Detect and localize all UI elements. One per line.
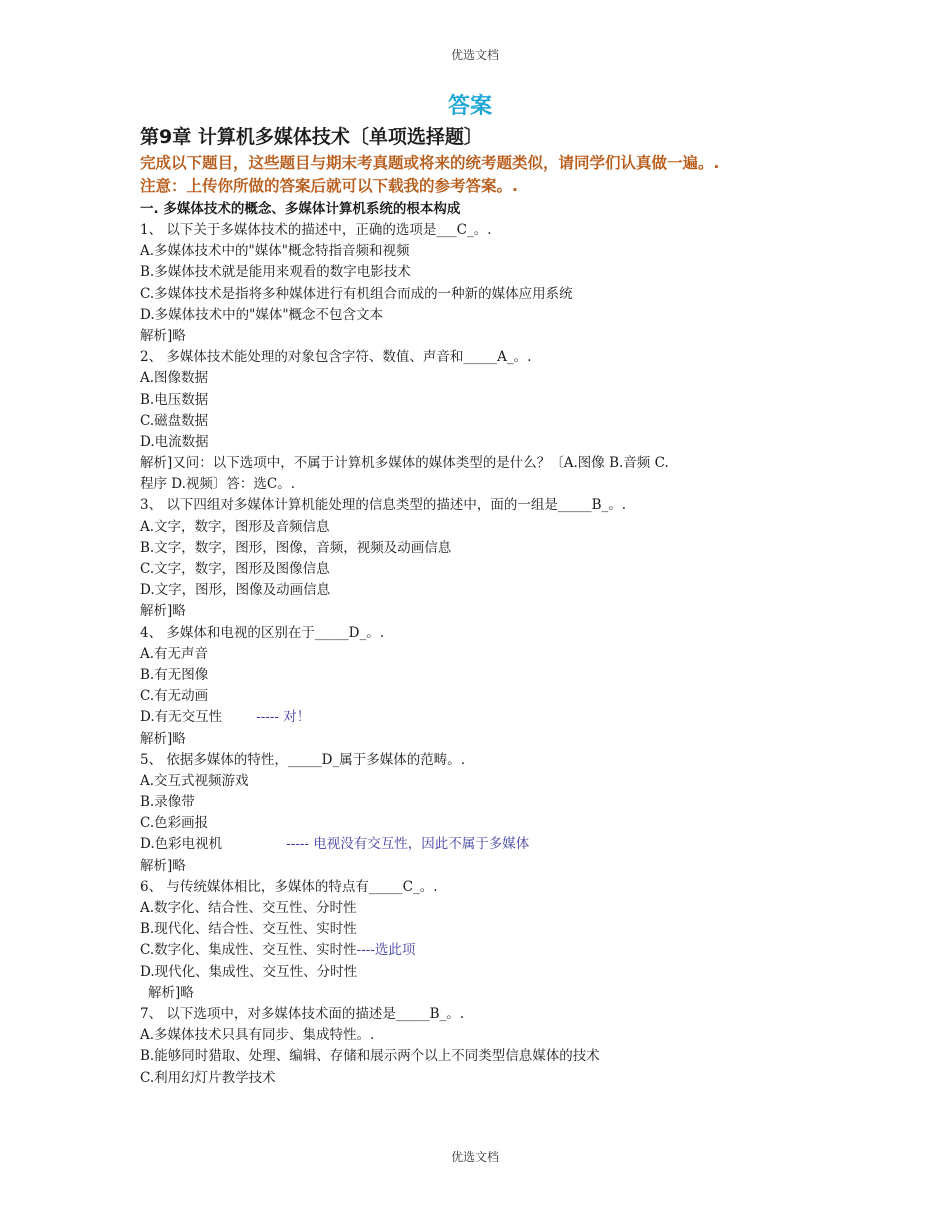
question-6-answer-note: ----选此项	[356, 942, 416, 959]
question-5-option-d-row	[140, 834, 840, 855]
question-2-stem: 2、 多媒体技术能处理的对象包含字符、数值、声音和_____A_。.	[140, 349, 532, 366]
question-3-explanation: 解析]略	[140, 603, 186, 620]
question-4-stem: 4、 多媒体和电视的区别在于_____D_。.	[140, 624, 384, 641]
question-4-option-d-row	[140, 707, 840, 728]
question-6-option-c-row	[140, 940, 840, 961]
question-3-option-b: B.文字，数字，图形，图像，音频，视频及动画信息	[140, 539, 452, 556]
question-6-option-a: A.数字化、结合性、交互性、分时性	[140, 900, 357, 916]
question-6-stem: 6、 与传统媒体相比，多媒体的特点有_____C_。.	[140, 878, 438, 895]
question-1-option-d: D.多媒体技术中的"媒体"概念不包含文本	[140, 306, 384, 323]
question-2-option-d: D.电流数据	[140, 433, 209, 450]
question-4-option-c: C.有无动画	[140, 688, 209, 705]
chapter-title: 第9章 计算机多媒体技术〔单项选择题〕	[140, 126, 483, 148]
question-3-stem: 3、 以下四组对多媒体计算机能处理的信息类型的描述中，面的一组是_____B_。.	[140, 497, 627, 514]
instruction-note: 完成以下题目，这些题目与期末考真题或将来的统考题类似，请同学们认真做一遍。.	[140, 154, 720, 172]
question-2-explanation-line-2: 程序 D.视频〕答：选C。.	[140, 476, 296, 493]
question-4-option-a: A.有无声音	[140, 645, 209, 662]
answer-title: 答案	[447, 94, 492, 119]
question-5-option-c: C.色彩画报	[140, 815, 209, 832]
page-footer: 优选文档	[450, 1150, 499, 1164]
question-3-option-c: C.文字，数字，图形及图像信息	[140, 561, 330, 577]
question-5-option-a: A.交互式视频游戏	[140, 772, 249, 789]
question-3-option-d: D.文字，图形，图像及动画信息	[140, 582, 331, 599]
question-6-explanation: 解析]略	[148, 984, 194, 1001]
question-7-option-c: C.利用幻灯片教学技术	[140, 1069, 276, 1086]
question-4-option-d: D.有无交互性	[140, 709, 223, 726]
question-2-explanation-line-1: 解析]又问：以下选项中，不属于计算机多媒体的媒体类型的是什么？〔A.图像 B.音频 C.	[140, 455, 669, 472]
question-1-stem: 1、 以下关于多媒体技术的描述中，正确的选项是___C_。.	[140, 222, 492, 238]
question-2-option-c: C.磁盘数据	[140, 412, 209, 429]
question-1-option-b: B.多媒体技术就是能用来观看的数字电影技术	[140, 264, 411, 281]
question-5-answer-note: ----- 电视没有交互性，因此不属于多媒体	[286, 836, 530, 853]
question-7-stem: 7、 以下选项中，对多媒体技术面的描述是_____B_。.	[140, 1005, 465, 1022]
question-6-option-d: D.现代化、集成性、交互性、分时性	[140, 963, 358, 980]
question-4-explanation: 解析]略	[140, 730, 186, 747]
question-1-option-a: A.多媒体技术中的"媒体"概念特指音频和视频	[140, 243, 410, 260]
question-5-explanation: 解析]略	[140, 857, 186, 874]
question-1-explanation: 解析]略	[140, 327, 186, 344]
question-7-option-a: A.多媒体技术只具有同步、集成特性。.	[140, 1027, 375, 1044]
question-5-stem: 5、 依据多媒体的特性，_____D_属于多媒体的范畴。.	[140, 751, 465, 768]
section-heading: 一. 多媒体技术的概念、多媒体计算机系统的根本构成	[140, 201, 461, 217]
document-body	[140, 92, 840, 1089]
question-4-option-b: B.有无图像	[140, 666, 209, 683]
question-5-option-d: D.色彩电视机	[140, 836, 223, 853]
page-header: 优选文档	[450, 48, 499, 62]
question-1-option-c: C.多媒体技术是指将多种媒体进行有机组合而成的一种新的媒体应用系统	[140, 285, 573, 302]
question-4-answer-note: ----- 对！	[256, 709, 311, 726]
question-2-option-a: A.图像数据	[140, 370, 209, 387]
upload-note: 注意：上传你所做的答案后就可以下载我的参考答案。.	[140, 177, 518, 195]
question-6-option-b: B.现代化、结合性、交互性、实时性	[140, 921, 357, 938]
question-6-option-c: C.数字化、集成性、交互性、实时性	[140, 942, 357, 959]
question-2-option-b: B.电压数据	[140, 391, 209, 408]
question-3-option-a: A.文字，数字，图形及音频信息	[140, 518, 330, 535]
question-7-option-b: B.能够同时猎取、处理、编辑、存储和展示两个以上不同类型信息媒体的技术	[140, 1048, 600, 1065]
question-5-option-b: B.录像带	[140, 794, 195, 811]
